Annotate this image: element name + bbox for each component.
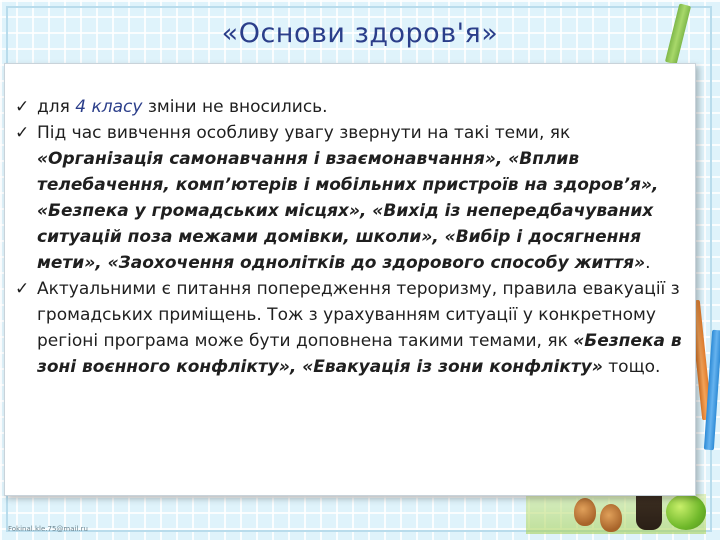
bullet-text-segment: «Безпека в зоні воєнного конфлікту», «Евакуація із зони конфлікту» — [37, 331, 682, 377]
checkmark-icon: ✓ — [15, 123, 30, 143]
acorn-decoration — [600, 504, 622, 532]
acorn-decoration — [574, 498, 596, 526]
bullet-text-segment: Актуальними є питання попередження тероризму, правила евакуації з громадських приміщень. Тож з урахуванням ситуації у конкретному регіоні програма може бути доповнена такими темами, як — [37, 279, 680, 351]
checkmark-icon: ✓ — [15, 97, 30, 117]
content-card — [4, 63, 696, 496]
bullet-list — [15, 94, 695, 380]
bullet-text-segment: . — [645, 253, 651, 273]
bullet-text-segment: «Організація самонавчання і взаємонавчання», «Вплив телебачення, комп’ютерів і мобільних пристроїв на здоров’я», «Безпека у громадських місцях», «Вихід із непередбачуваних ситуацій поза межами домівки, школи», «Вибір і досягнення мети», «Заохочення однолітків до здорового способу життя» — [37, 149, 659, 273]
bullet-text-segment: 4 класу — [75, 97, 143, 117]
bullet-item — [15, 120, 695, 276]
bullet-item — [15, 276, 695, 380]
checkmark-icon: ✓ — [15, 279, 30, 299]
bullet-text-segment: зміни не вносились. — [142, 97, 328, 117]
bullet-text-segment: тощо. — [602, 357, 661, 377]
apple-decoration — [666, 494, 706, 530]
bullet-text-segment: Під час вивчення особливу увагу звернути на такі теми, як — [37, 123, 571, 143]
bullet-item — [15, 94, 695, 120]
author-email: Fokinal.kle.75@mail.ru — [8, 525, 88, 533]
slide-title: «Основи здоров'я» — [221, 18, 499, 49]
bullet-text-segment: для — [37, 97, 76, 117]
